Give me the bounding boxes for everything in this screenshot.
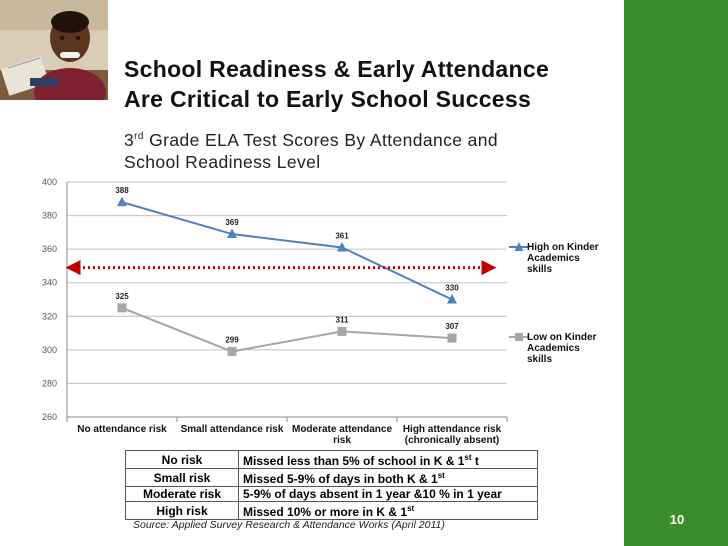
x-tick-label: Small attendance risk [180, 424, 284, 435]
data-label: 361 [335, 231, 349, 241]
data-label: 307 [445, 322, 459, 332]
subtitle-rest: Grade ELA Test Scores By Attendance and [143, 129, 499, 150]
data-label: 330 [445, 283, 459, 293]
title-line-1: School Readiness & Early Attendance [124, 56, 550, 82]
legend-marker-square [515, 333, 523, 341]
y-tick-label: 400 [41, 177, 57, 187]
risk-description-superscript: st [464, 453, 472, 462]
risk-description-text: Missed 5-9% of days in both K & 1 [243, 472, 438, 486]
y-tick-label: 340 [41, 277, 57, 288]
subtitle-line-1 [124, 126, 624, 151]
x-tick-label: risk [333, 435, 351, 446]
slide-title [124, 54, 624, 114]
source-note: Source: Applied Survey Research & Attendance Works (April 2011) [133, 519, 445, 531]
legend-label: Academics [527, 253, 580, 264]
risk-row [126, 451, 538, 469]
risk-row [126, 502, 538, 520]
risk-description [239, 451, 538, 469]
risk-level: Small risk [126, 469, 239, 487]
subtitle-superscript: rd [134, 131, 144, 142]
y-tick-label: 320 [41, 311, 57, 322]
slide-subtitle [124, 126, 624, 173]
legend-label: skills [527, 354, 553, 365]
risk-description [239, 487, 538, 502]
risk-row [126, 487, 538, 502]
data-label: 299 [225, 335, 239, 345]
risk-description-suffix: t [471, 454, 479, 468]
risk-row [126, 469, 538, 487]
legend-label: Academics [527, 343, 580, 354]
slide-number: 10 [669, 512, 685, 527]
y-tick-label: 380 [41, 210, 57, 221]
title-line-2: Are Critical to Early School Success [124, 86, 532, 112]
legend-label: High on Kinder [527, 242, 599, 253]
x-tick-label: Moderate attendance [291, 424, 393, 435]
y-tick-label: 260 [41, 412, 57, 422]
y-tick-label: 360 [41, 244, 57, 255]
risk-level: High risk [126, 502, 239, 520]
data-label: 388 [115, 186, 129, 196]
subtitle-line-2: School Readiness Level [124, 151, 321, 172]
data-label: 369 [225, 218, 239, 228]
x-tick-label: (chronically absent) [404, 435, 500, 446]
data-label: 311 [335, 315, 349, 325]
risk-description [239, 469, 538, 487]
data-point-square [118, 303, 127, 312]
x-tick-label: No attendance risk [77, 424, 167, 435]
subtitle-prefix: 3 [124, 129, 135, 150]
student-photo [0, 0, 108, 100]
risk-description-superscript: st [437, 471, 445, 480]
data-label: 325 [115, 291, 129, 301]
risk-description-text: Missed 10% or more in K & 1 [243, 505, 408, 519]
data-point-square [448, 334, 457, 343]
data-point-triangle [117, 197, 127, 207]
risk-description [239, 502, 538, 520]
x-tick-label: High attendance risk [402, 424, 502, 435]
y-tick-label: 300 [41, 344, 57, 355]
risk-description-text: 5-9% of days absent in 1 year &10 % in 1 year [243, 487, 502, 501]
data-point-square [338, 327, 347, 336]
attendance-line-chart [0, 170, 728, 460]
y-tick-label: 280 [41, 378, 57, 389]
data-point-square [228, 347, 237, 356]
risk-description-superscript: st [407, 504, 415, 513]
series-line [122, 202, 452, 299]
legend-label: skills [527, 264, 553, 275]
risk-description-text: Missed less than 5% of school in K & 1 [243, 454, 465, 468]
risk-definitions-table [125, 450, 538, 520]
legend-label: Low on Kinder [527, 332, 597, 343]
risk-level: No risk [126, 451, 239, 469]
risk-level: Moderate risk [126, 487, 239, 502]
series-line [122, 308, 452, 352]
